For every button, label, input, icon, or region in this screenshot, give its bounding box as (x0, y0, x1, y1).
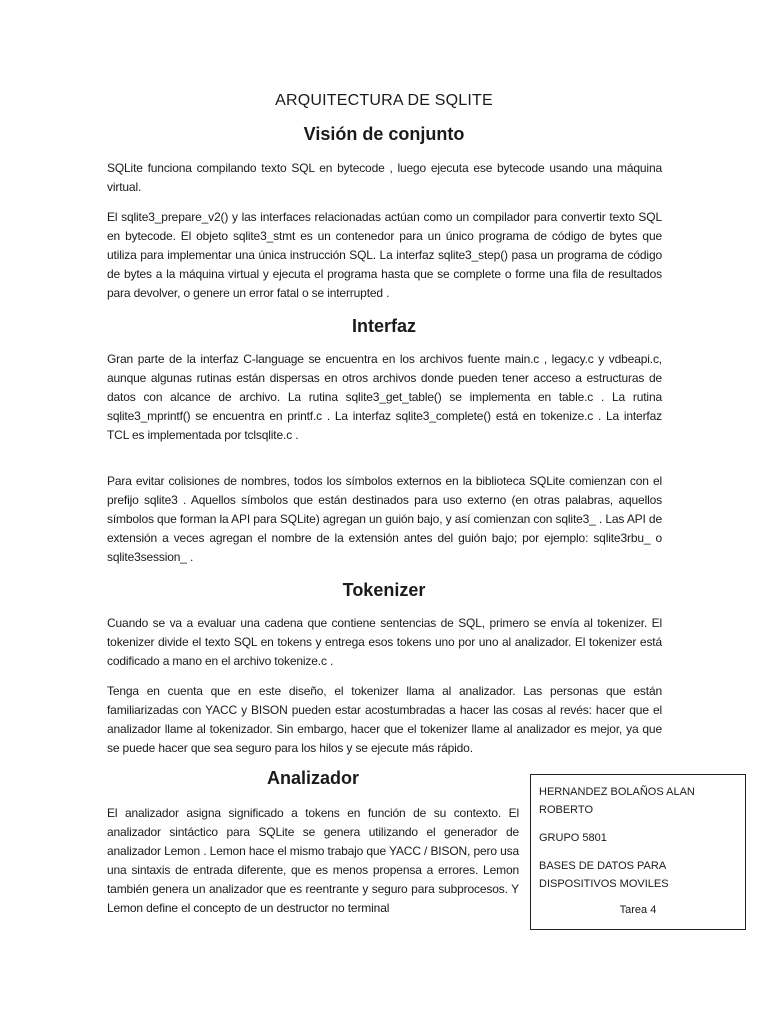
section-heading-analizador: Analizador (266, 768, 359, 788)
task-label: Tarea 4 (619, 904, 657, 916)
author-name-line2: ROBERTO (539, 804, 593, 816)
tokenizer-paragraph-2: Tenga en cuenta que en este diseño, el tokenizer llama al analizador. Las personas que están familiarizadas con YACC y BISON pueden estar acostumbradas a hacer las cosas al revés: hacer que el analizador llame al tokenizador. Sin embargo, hacer que el tokenizer llame al analizador es mejor, ya que se puede hacer que sea seguro para los hilos y se ejecute más rápido. (107, 684, 662, 755)
overview-paragraph-2: El sqlite3_prepare_v2() y las interfaces relacionadas actúan como un compilador para convertir texto SQL en bytecode. El objeto sqlite3_stmt es un contenedor para un único programa de código de bytes que utiliza para implementar una única instrucción SQL. La interfaz sqlite3_step() pasa un programa de código de bytes a la máquina virtual y ejecuta el programa hasta que se complete o forme una fila de resultados para devolver, o genere un error fatal o se interrupted . (107, 210, 662, 300)
analizador-paragraph-1: El analizador asigna significado a tokens en función de su contexto. El analizador sintáctico para SQLite se genera utilizando el generador de analizador Lemon . Lemon hace el mismo trabajo que YACC / BISON, pero usa una sintaxis de entrada diferente, que es menos propensa a errores. Lemon también genera un analizador que es reentrante y seguro para subprocesos. Y Lemon define el concepto de un destructor no terminal (107, 806, 519, 915)
course-line2: DISPOSITIVOS MOVILES (539, 878, 669, 890)
section-heading-tokenizer: Tokenizer (342, 580, 426, 600)
document-title: ARQUITECTURA DE SQLITE (275, 92, 493, 109)
author-info-box (530, 774, 746, 930)
interfaz-paragraph-1: Gran parte de la interfaz C-language se encuentra en los archivos fuente main.c , legacy.c y vdbeapi.c, aunque algunas rutinas están dispersas en otros archivos donde pueden tener acceso a estructuras de datos con alcance de archivo. La rutina sqlite3_get_table() se implementa en table.c . La rutina sqlite3_mprintf() se encuentra en printf.c . La interfaz sqlite3_complete() está en tokenize.c . La interfaz TCL es implementada por tclsqlite.c . (107, 352, 662, 442)
section-heading-interfaz: Interfaz (351, 316, 416, 336)
course-line1: BASES DE DATOS PARA (539, 860, 667, 872)
group-label: GRUPO 5801 (539, 832, 607, 844)
tokenizer-paragraph-1: Cuando se va a evaluar una cadena que contiene sentencias de SQL, primero se envía al tokenizer. El tokenizer divide el texto SQL en tokens y entrega esos tokens uno por uno al analizador. El tokenizer está codificado a mano en el archivo tokenize.c . (107, 616, 662, 668)
overview-paragraph-1: SQLite funciona compilando texto SQL en bytecode , luego ejecuta ese bytecode usando una máquina virtual. (107, 161, 662, 194)
author-name-line1: HERNANDEZ BOLAÑOS ALAN (539, 786, 695, 798)
section-heading-overview: Visión de conjunto (303, 124, 465, 144)
interfaz-paragraph-2: Para evitar colisiones de nombres, todos los símbolos externos en la biblioteca SQLite comienzan con el prefijo sqlite3 . Aquellos símbolos que están destinados para uso externo (en otras palabras, aquellos símbolos que forman la API para SQLite) agregan un guión bajo, y así comienzan con sqlite3_ . Las API de extensión a veces agregan el nombre de la extensión antes del guión bajo; por ejemplo: sqlite3rbu_ o sqlite3session_ . (107, 474, 662, 564)
